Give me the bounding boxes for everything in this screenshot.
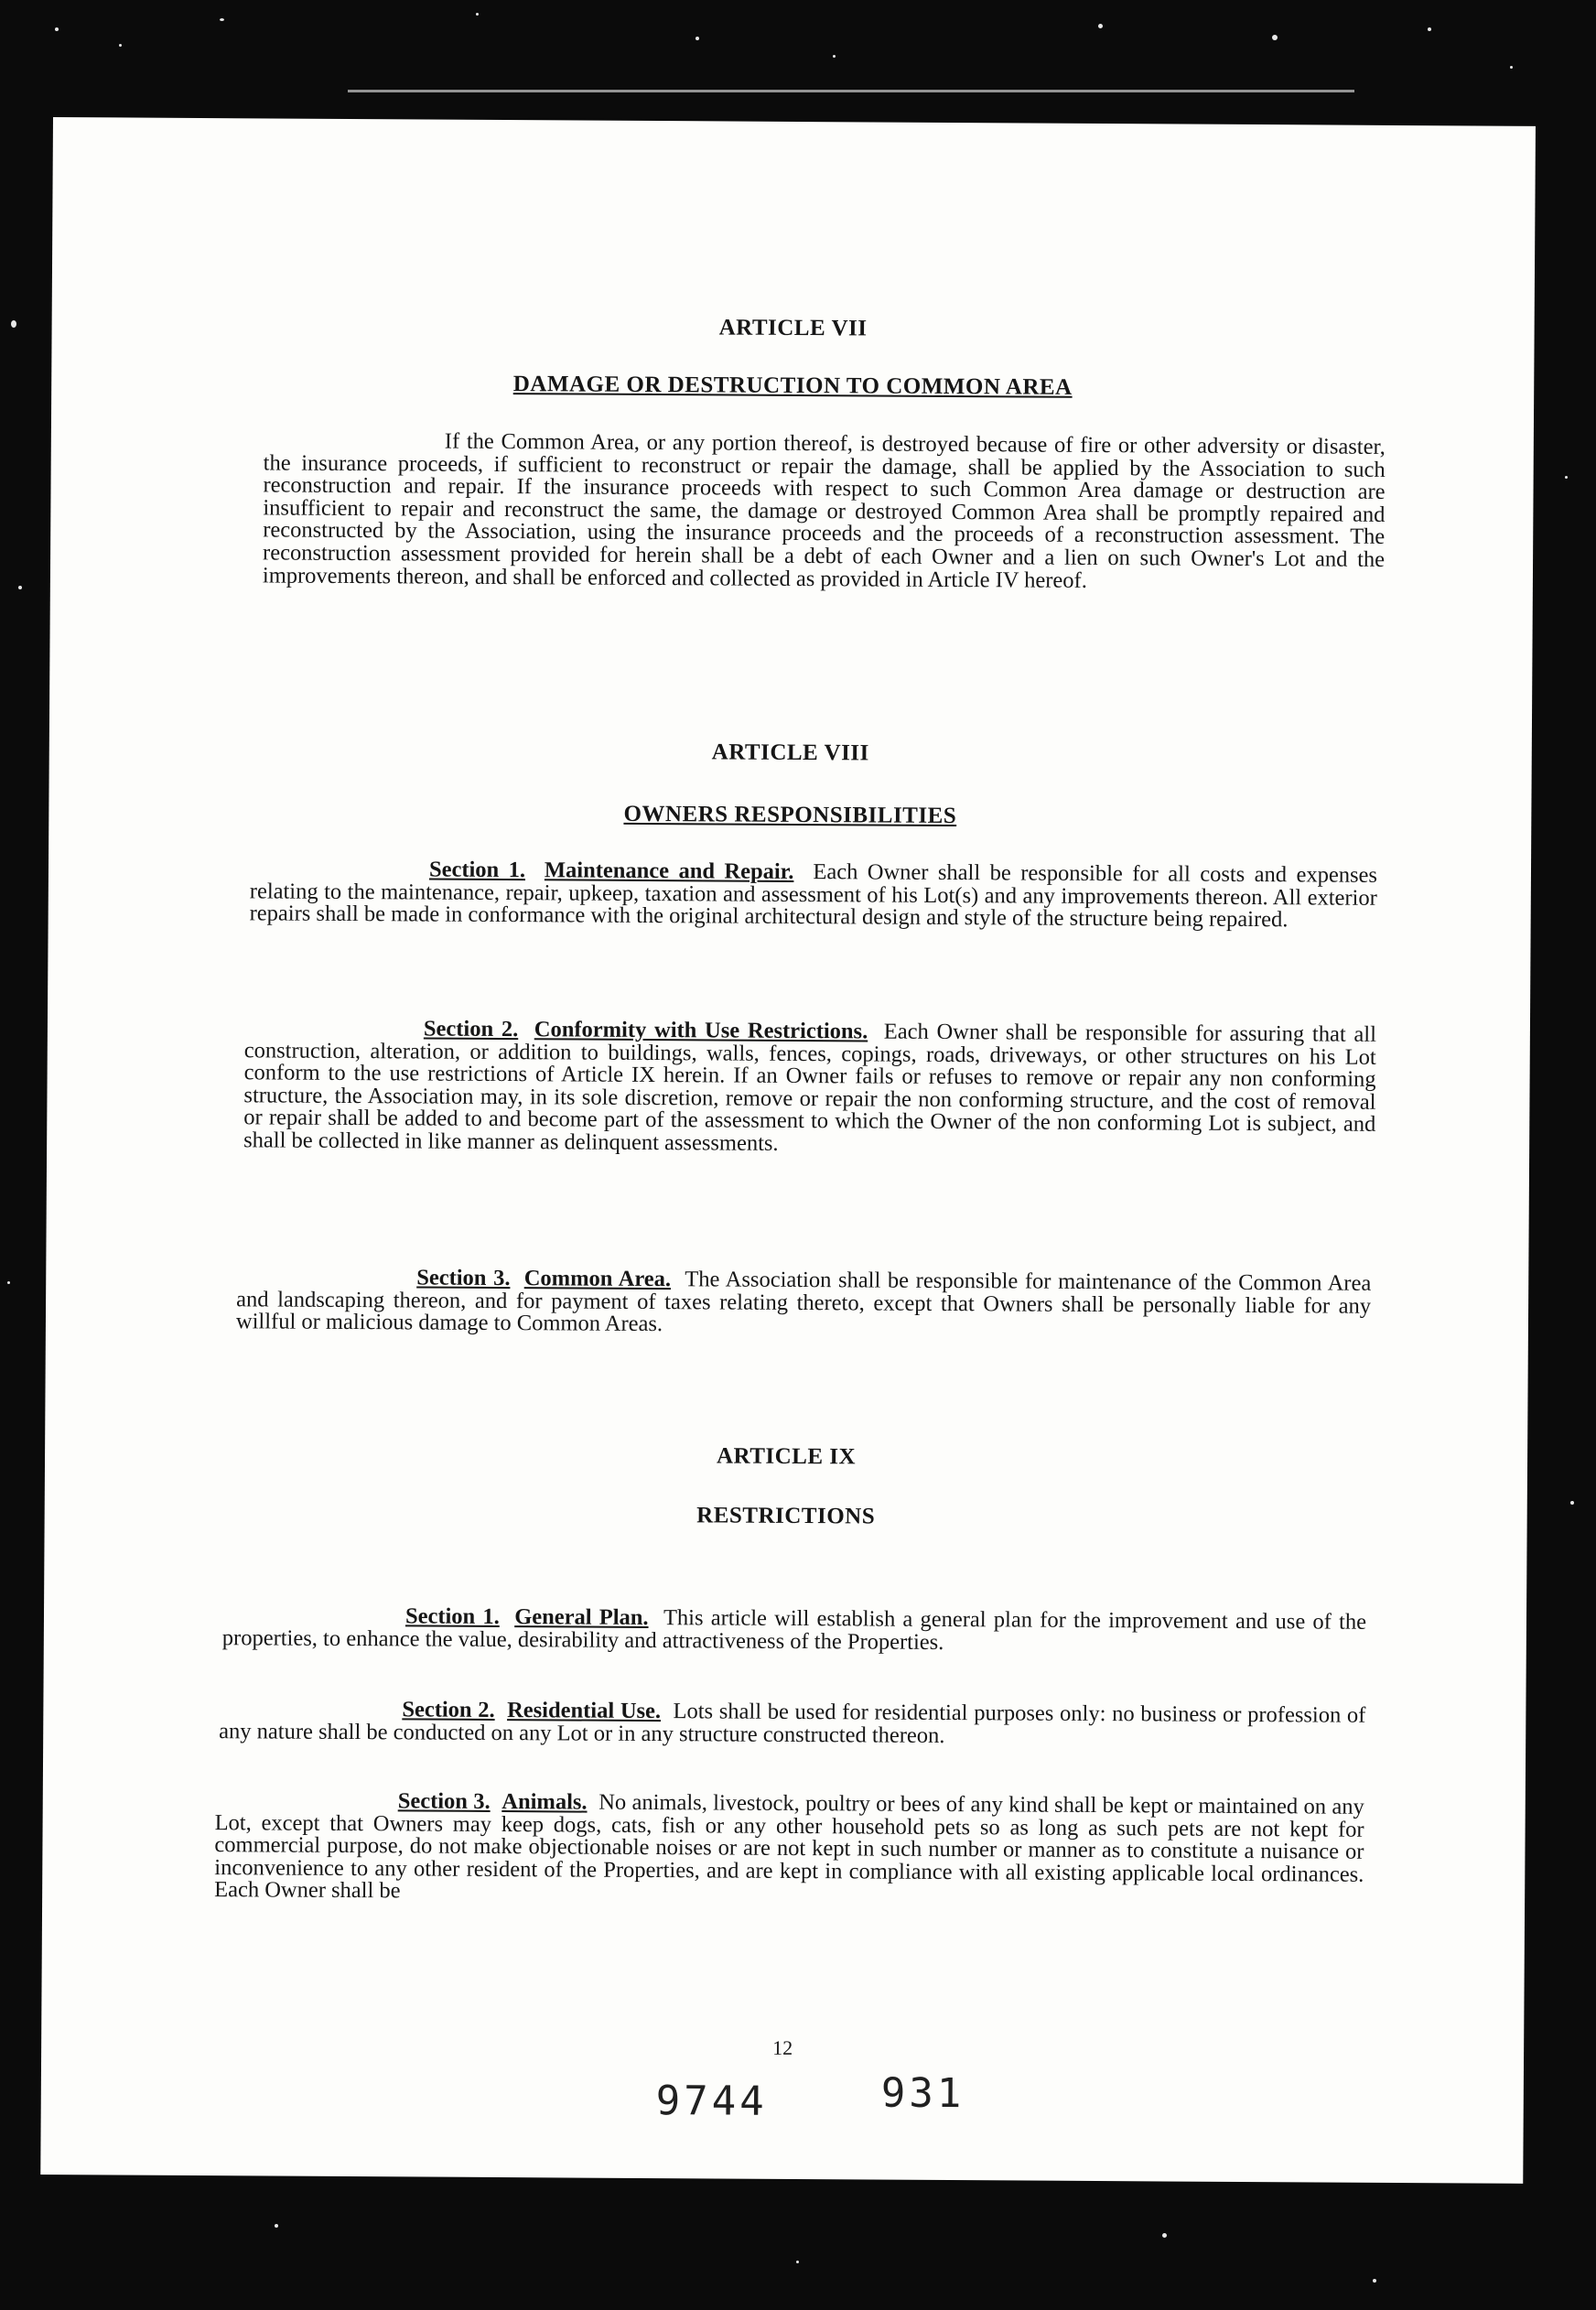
article-vii-paragraph — [263, 429, 1386, 594]
scan-speck — [1098, 24, 1103, 28]
scan-speck — [833, 55, 836, 58]
scan-speck — [1162, 2233, 1167, 2238]
article-vii-subtitle: DAMAGE OR DESTRUCTION TO COMMON AREA — [512, 372, 1073, 400]
scan-speck — [1373, 2279, 1376, 2283]
section-text: This article will establish a general plan for the improvement and use of the properties, to enhance the value, desirability and attractiveness of the Properties. — [221, 1605, 1367, 1655]
section-title: Conformity with Use Restrictions. — [534, 1017, 868, 1044]
article-viii-title: ARTICLE VIII — [711, 739, 869, 766]
article-ix-section-1 — [222, 1604, 1366, 1657]
section-number: Section 3. — [397, 1788, 491, 1814]
scan-speck — [1428, 27, 1431, 31]
section-text: Each Owner shall be responsible for all costs and expenses relating to the maintenance, repair, upkeep, taxation and assessment of his Lot(s) and any improvements thereon. All exterior repairs shall be made in conformance with the original architectural design and style of the structure being repaired. — [249, 859, 1378, 933]
section-number: Section 2. — [402, 1697, 495, 1722]
article-vii-title: ARTICLE VII — [718, 315, 868, 341]
article-viii-subtitle: OWNERS RESPONSIBILITIES — [623, 801, 957, 829]
scan-speck — [220, 18, 224, 21]
article-viii-section-1 — [250, 858, 1377, 932]
section-text: The Association shall be responsible for maintenance of the Common Area and landscaping thereon, and for payment of taxes relating thereto, except that Owners shall be personally liable for any willful or malicious damage to Common Areas. — [235, 1267, 1372, 1337]
article-ix-section-3 — [214, 1789, 1364, 1909]
scan-speck — [7, 1281, 10, 1284]
scan-speck — [476, 13, 479, 16]
scan-speck — [796, 2261, 799, 2263]
section-number: Section 1. — [404, 1603, 500, 1630]
section-title: General Plan. — [514, 1604, 649, 1631]
page-number: 12 — [772, 2035, 793, 2059]
section-text: Each Owner shall be responsible for assuring that all construction, alteration, or addition to buildings, walls, fences, copings, roads, driveways, or other structures on his Lot conform to the use restrictions of Article IX herein. If an Owner fails or refuses to remove or repair any non conforming structure, the Association may, in its sole discretion, remove or repair the non conforming structure, and the cost of removal or repair shall be added to and become part of the assessment to which the Owner of the non conforming Lot is subject, and shall be collected in like manner as delinquent assessments. — [243, 1019, 1377, 1156]
section-text: Lots shall be used for residential purposes only: no business or profession of any nature shall be conducted on any Lot or in any structure constructed thereon. — [219, 1699, 1366, 1748]
document-page — [40, 117, 1536, 2184]
scan-speck — [696, 37, 699, 40]
article-viii-section-2 — [243, 1017, 1376, 1159]
article-ix-title: ARTICLE IX — [716, 1443, 857, 1470]
scan-speck — [275, 2224, 278, 2228]
section-title: Animals. — [501, 1789, 588, 1815]
scan-speck — [1565, 476, 1568, 479]
scan-speck — [18, 586, 22, 589]
scan-speck — [11, 320, 16, 328]
scan-rule — [348, 90, 1354, 92]
section-title: Common Area. — [523, 1266, 672, 1292]
scan-speck — [119, 44, 122, 47]
article-ix-subtitle: RESTRICTIONS — [696, 1503, 876, 1529]
section-number: Section 1. — [428, 857, 526, 883]
scan-speck — [1510, 66, 1513, 69]
article-ix-section-2 — [219, 1698, 1365, 1750]
scan-speck — [55, 27, 59, 31]
section-title: Residential Use. — [507, 1698, 662, 1724]
scan-speck — [1570, 1501, 1574, 1505]
section-text: No animals, livestock, poultry or bees of any kind shall be kept or maintained on any Lot, except that Owners may keep dogs, cats, fish or any other household pets so as long as such pets are not kept for commercial purpose, do not make objectionable noises or are not kept in such number or manner as to constitute a nuisance or inconvenience to any other resident of the Properties, and are kept in compliance with all existing applicable local ordinances. Each Owner shall be — [214, 1789, 1364, 1904]
section-number: Section 2. — [423, 1016, 519, 1042]
document-stamp-number-left: 9744 — [655, 2078, 768, 2125]
article-vii-text: If the Common Area, or any portion thereof, is destroyed because of fire or other adversity or disaster, the insurance proceeds, if sufficient to reconstruct or repair the damage, shall be applied by the Association to such reconstruction and repair. If the insurance proceeds with respect to such Common Area damage or destruction are insufficient to repair and reconstruct the same, the damage or destroyed Common Area shall be promptly repaired and reconstructed by the Association, using the insurance proceeds and the proceeds of a reconstruction assessment. The reconstruction assessment provided for herein shall be a debt of each Owner and a lien on such Owner's Lot and the improvements thereon, and shall be enforced and collected as provided in Article IV hereof. — [262, 428, 1386, 593]
section-title: Maintenance and Repair. — [544, 858, 794, 884]
document-stamp-number-right: 931 — [880, 2069, 965, 2118]
article-viii-section-3 — [236, 1266, 1371, 1340]
section-number: Section 3. — [416, 1265, 511, 1291]
scan-speck — [1272, 35, 1278, 40]
